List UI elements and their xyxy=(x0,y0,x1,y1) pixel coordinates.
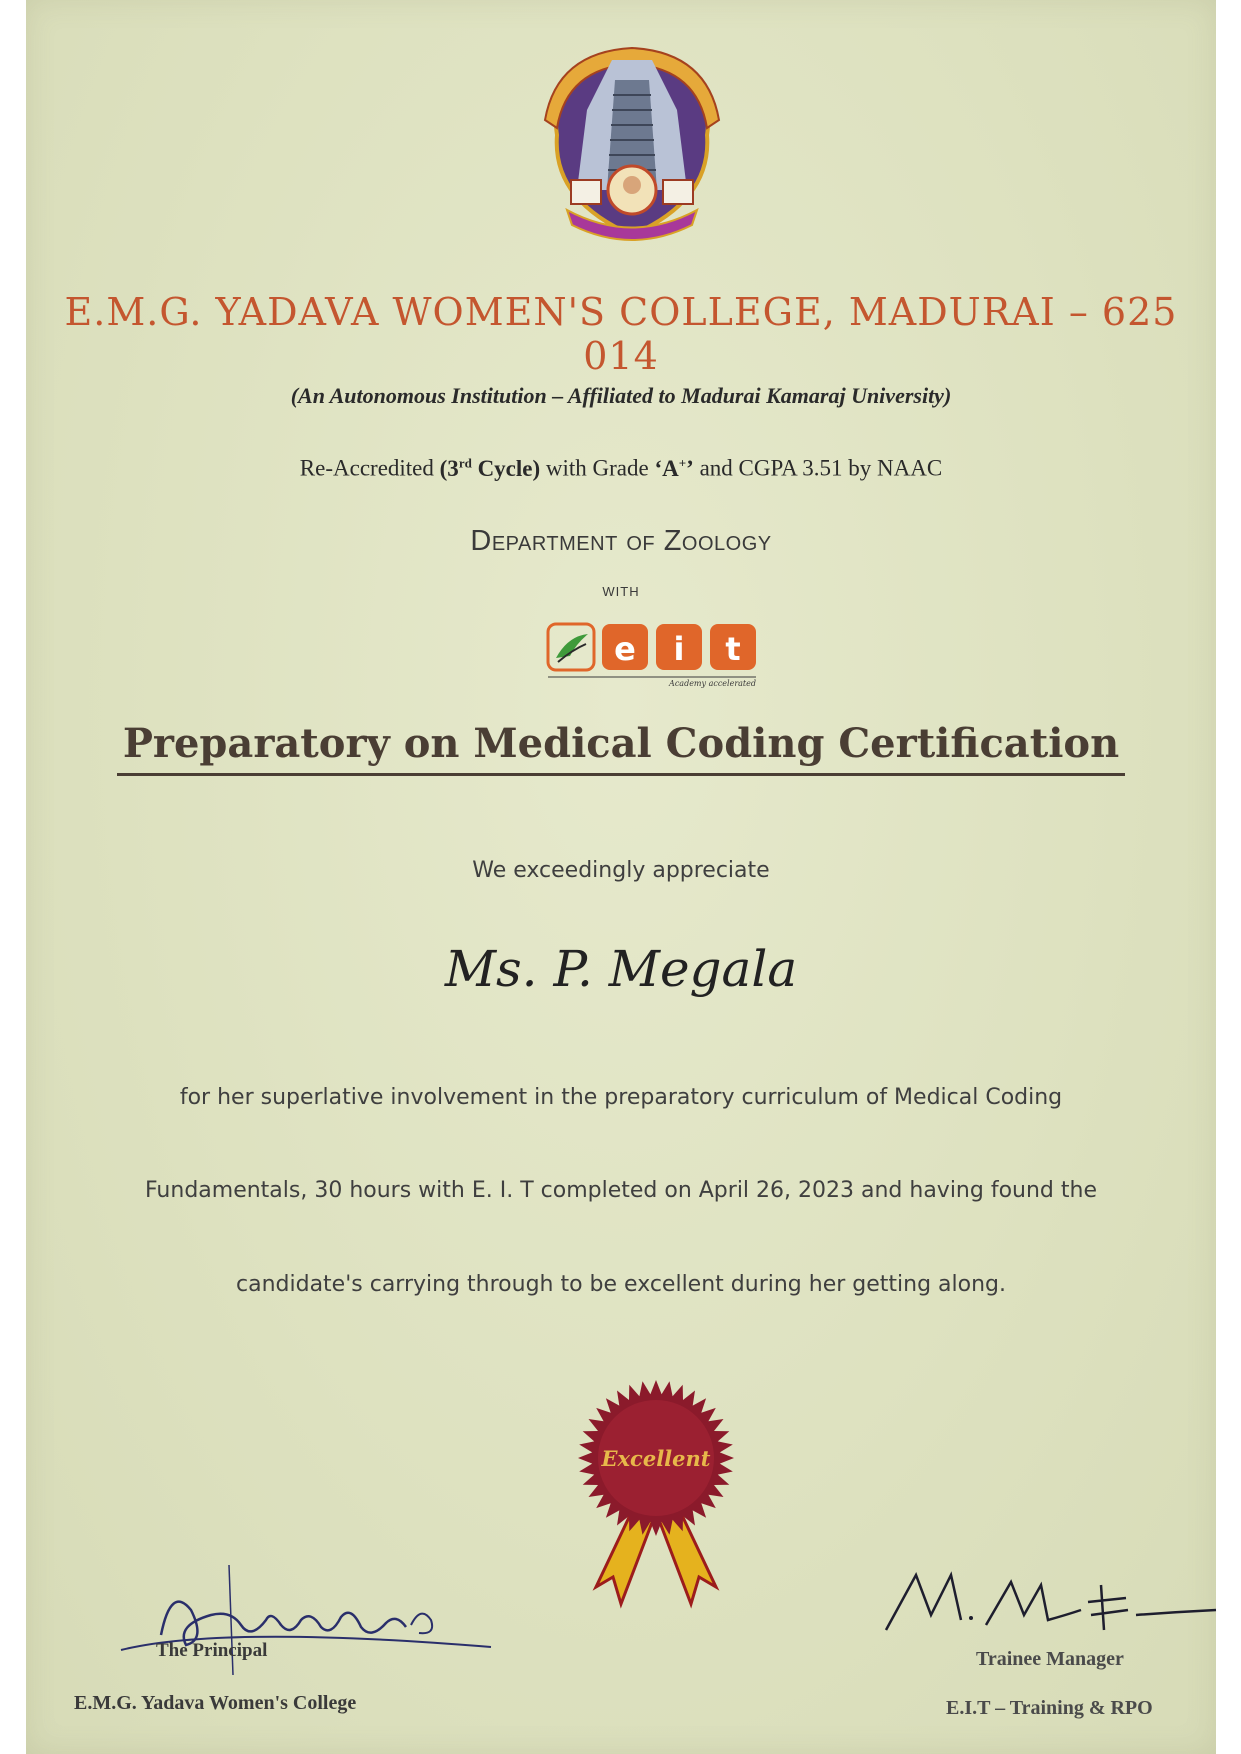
with-label: with xyxy=(602,580,640,600)
appreciate-line: We exceedingly appreciate xyxy=(472,858,770,883)
certificate-title xyxy=(26,720,1216,767)
principal-organization: E.M.G. Yadava Women's College xyxy=(74,1692,357,1714)
accreditation-prefix: Re-Accredited xyxy=(299,455,440,481)
autonomy-note: (An Autonomous Institution – Affiliated to Madurai Kamaraj University) xyxy=(290,383,952,408)
trainee-manager-organization: E.I.T – Training & RPO xyxy=(946,1697,1153,1719)
eit-tagline: Academy accelerated xyxy=(669,679,756,688)
accreditation-grade-open: ‘A xyxy=(654,455,679,481)
accreditation-grade-close: ’ xyxy=(686,455,694,481)
trainee-manager-signature-icon xyxy=(876,1560,1226,1640)
accreditation-line xyxy=(26,455,1216,482)
citation-line-1: for her superlative involvement in the preparatory curriculum of Medical Coding xyxy=(179,1085,1063,1110)
department-name: Department of Zoology xyxy=(470,525,772,557)
trainee-manager-title: Trainee Manager xyxy=(976,1648,1124,1670)
certificate-sheet xyxy=(26,0,1216,1754)
college-emblem-icon xyxy=(537,40,727,245)
eit-letter-e: e xyxy=(614,630,636,668)
accreditation-cycle-num: (3 xyxy=(439,455,459,481)
eit-logo-icon xyxy=(546,622,766,688)
certificate-title-text: Preparatory on Medical Coding Certification xyxy=(117,720,1125,776)
accreditation-cycle-rest: Cycle) xyxy=(471,455,541,481)
eit-letter-t: t xyxy=(725,630,741,668)
citation-line-3: candidate's carrying through to be excellent during her getting along. xyxy=(236,1272,1006,1297)
recipient-name: Ms. P. Megala xyxy=(444,940,798,998)
college-name: E.M.G. YADAVA WOMEN'S COLLEGE, MADURAI – 625 014 xyxy=(64,290,1178,378)
accreditation-middle: with Grade xyxy=(540,455,655,481)
accreditation-grade-sup: + xyxy=(678,455,687,470)
excellent-seal-icon xyxy=(571,1372,741,1610)
eit-letter-i: i xyxy=(673,630,685,668)
accreditation-cycle-sup: rd xyxy=(458,455,472,470)
seal-label: Excellent xyxy=(601,1446,711,1471)
citation-line-2: Fundamentals, 30 hours with E. I. T completed on April 26, 2023 and having found the xyxy=(144,1178,1097,1203)
accreditation-suffix: and CGPA 3.51 by NAAC xyxy=(693,455,943,481)
principal-title: The Principal xyxy=(156,1640,268,1661)
